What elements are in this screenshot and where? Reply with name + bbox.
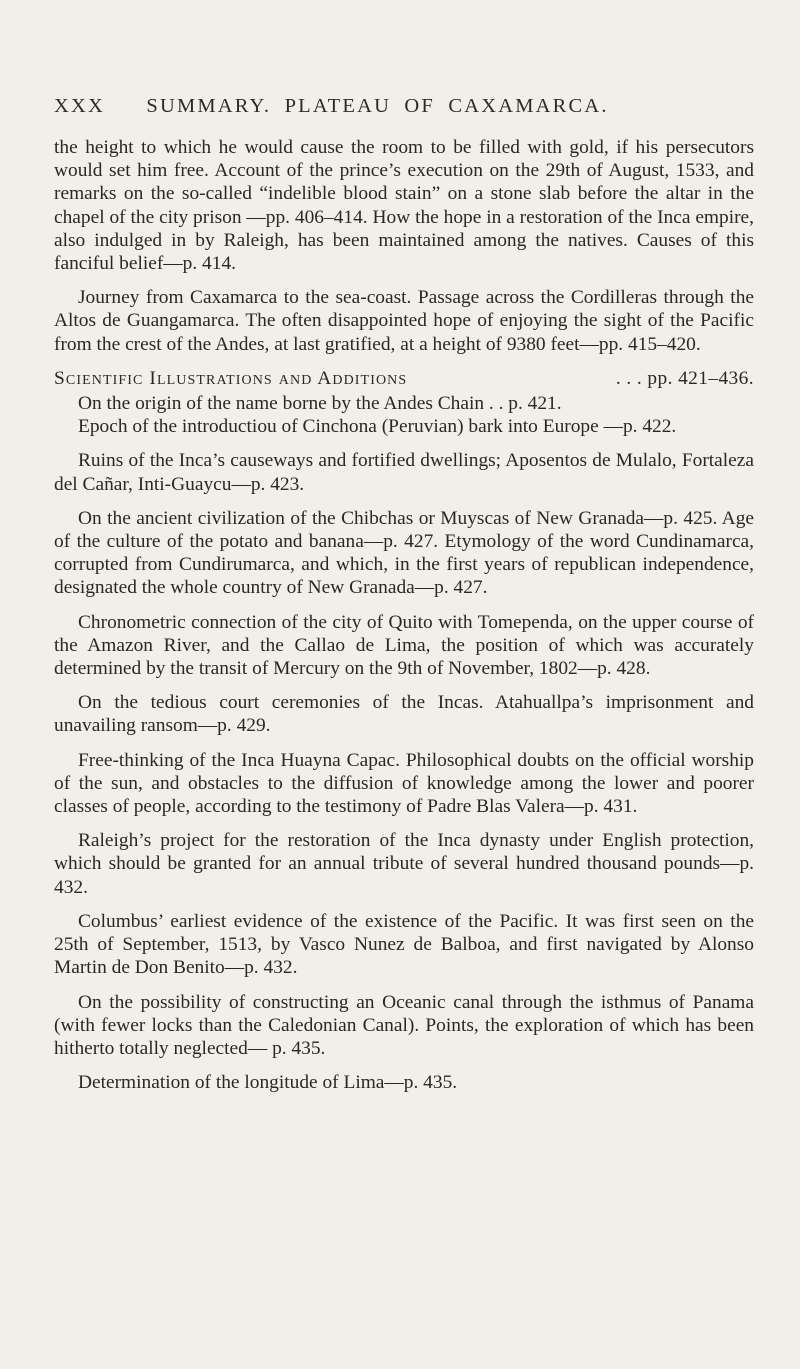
paragraph-chronometric: Chronometric connection of the city of Quito with Tomependa, on the upper course of the Amazon River, and the Callao de Lima, the position of which was accurately determined by the transit of Mercury on the 9th of November, 1802—p. 428.	[54, 611, 754, 680]
running-title: SUMMARY. PLATEAU OF CAXAMARCA.	[146, 95, 609, 117]
section-pages: . . . pp. 421–436.	[615, 367, 754, 389]
paragraph-free-thinking: Free-thinking of the Inca Huayna Capac. Philosophical doubts on the official worship of the sun, and obstacles to the diffusion of knowledge among the lower and poorer classes of people, according to the testimony of Padre Blas Valera—p. 431.	[54, 749, 754, 818]
section-heading	[54, 367, 754, 390]
paragraph-ruins: Ruins of the Inca’s causeways and fortified dwellings; Aposentos de Mulalo, Fortaleza del Cañar, Inti-Guaycu—p. 423.	[54, 450, 754, 495]
page-number: XXX	[54, 95, 106, 117]
page-body	[54, 136, 754, 1105]
paragraph-raleigh: Raleigh’s project for the restoration of the Inca dynasty under English protection, which should be granted for an annual tribute of several hundred thousand pounds—p. 432.	[54, 830, 754, 898]
paragraph-chibchas: On the ancient civilization of the Chibchas or Muyscas of New Granada—p. 425. Age of the culture of the potato and banana—p. 427. Etymology of the word Cundinamarca, corrupted from Cundirumarca, and which, in the first years of republican independence, designated the whole country of New Granada—p. 427.	[54, 507, 754, 599]
section-title: Scientific Illustrations and Additions	[54, 367, 408, 389]
paragraph-canal: On the possibility of constructing an Oceanic canal through the isthmus of Panama (with fewer locks than the Caledonian Canal). Points, the exploration of which has been hitherto totally neglected— p. 435.	[54, 991, 754, 1059]
paragraph-execution: the height to which he would cause the room to be filled with gold, if his persecutors would set him free. Account of the prince’s execution on the 29th of August, 1533, and remarks on the so-called “indelible blood stain” on a stone slab before the altar in the chapel of the city prison —pp. 406–414. How the hope in a restoration of the Inca empire, also indulged in by Raleigh, has been maintained among the natives. Causes of this fanciful belief—p. 414.	[54, 137, 754, 275]
paragraph-lima-longitude: Determination of the longitude of Lima—p. 435.	[78, 1072, 458, 1094]
paragraph-columbus: Columbus’ earliest evidence of the existence of the Pacific. It was first seen on the 25th of September, 1513, by Vasco Nunez de Balboa, and first navigated by Alonso Martin de Don Benito—p. 432.	[54, 910, 754, 979]
paragraph-andes-name: On the origin of the name borne by the Andes Chain . . p. 421.	[78, 393, 562, 415]
paragraph-court-ceremonies: On the tedious court ceremonies of the Incas. Atahuallpa’s imprisonment and unavailing ransom—p. 429.	[54, 692, 754, 737]
paragraph-journey: Journey from Caxamarca to the sea-coast. Passage across the Cordilleras through the Altos de Guangamarca. The often disappointed hope of enjoying the sight of the Pacific from the crest of the Andes, at last gratified, at a height of 9380 feet—pp. 415–420.	[54, 287, 754, 355]
paragraph-cinchona: Epoch of the introductiou of Cinchona (Peruvian) bark into Europe —p. 422.	[78, 416, 677, 438]
running-header	[54, 95, 700, 118]
